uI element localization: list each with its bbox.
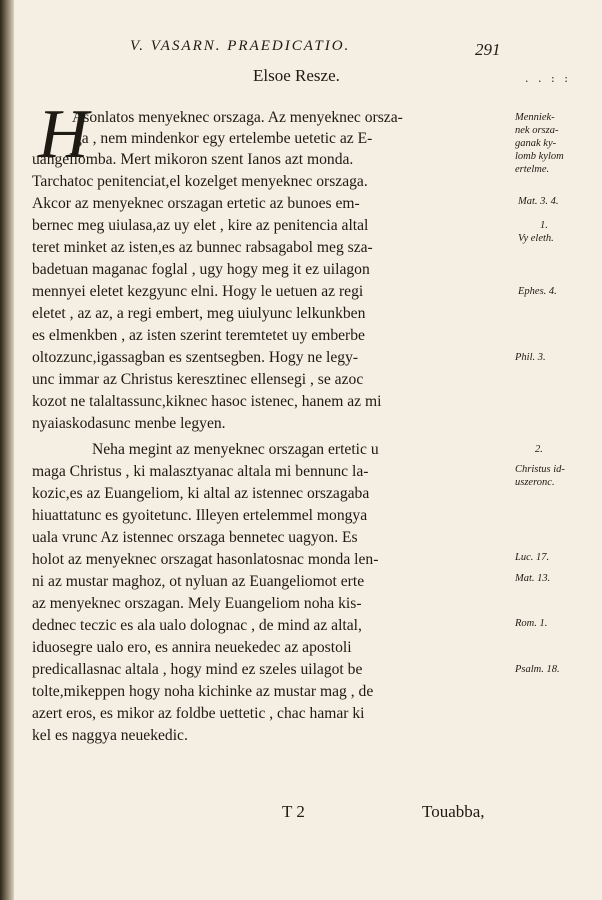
text-line: tolte,mikeppen hogy noha kichinke az mustar mag , de bbox=[32, 683, 374, 700]
page-number: 291 bbox=[475, 40, 501, 59]
margin-note: Psalm. 18. bbox=[515, 664, 560, 675]
text-line: ni az mustar maghoz, ot nyluan az Euangeliomot erte bbox=[32, 573, 365, 590]
text-line: bernec meg uiulasa,az uy elet , kire az penitencia altal bbox=[32, 217, 369, 234]
text-line: badetuan maganac foglal , ugy hogy meg it ez uilagon bbox=[32, 261, 370, 278]
text-line: uala vrunc Az istennec orszaga bennetec uagyon. Es bbox=[32, 529, 358, 546]
text-line: mennyei eletet kezgyunc elni. Hogy le uetuen az regi bbox=[32, 283, 364, 300]
text-line: teret minket az isten,es az bunnec rabsagabol meg sza- bbox=[32, 239, 373, 256]
margin-note: Ephes. 4. bbox=[518, 286, 557, 297]
text-line: eletet , az az, a regi embert, meg uiulyunc lelkunkben bbox=[32, 305, 366, 322]
margin-note: ganak ky- bbox=[515, 138, 557, 149]
margin-note: 1. bbox=[540, 220, 548, 231]
margin-note: Mat. 13. bbox=[515, 573, 551, 584]
margin-note: Rom. 1. bbox=[515, 618, 548, 629]
text-line: az menyeknec orszagan. Mely Euangeliom noha kis- bbox=[32, 595, 362, 612]
margin-note: Phil. 3. bbox=[515, 352, 546, 363]
text-line: Tarchatoc penitenciat,el kozelget menyeknec orszaga. bbox=[32, 173, 368, 190]
text-line: unc immar az Christus keresztinec ellensegi , se azoc bbox=[32, 371, 364, 388]
text-line: azert eros, es mikor az foldbe uettetic , chac hamar ki bbox=[32, 705, 365, 722]
margin-note: Vy eleth. bbox=[518, 233, 554, 244]
margin-note: lomb kylom bbox=[515, 151, 564, 162]
margin-note: uszeronc. bbox=[515, 477, 555, 488]
margin-note: Luc. 17. bbox=[515, 552, 550, 563]
text-line: uangeliomba. Mert mikoron szent Ianos azt monda. bbox=[32, 151, 354, 168]
ornament: . . : : bbox=[525, 72, 571, 85]
text-line: ga , nem mindenkor egy ertelembe uetetic az E- bbox=[74, 130, 373, 147]
text-line: dednec teczic es ala ualo dolognac , de mind az altal, bbox=[32, 617, 362, 634]
margin-note: Menniek- bbox=[515, 112, 555, 123]
text-line: holot az menyeknec orszagat hasonlatosnac monda len- bbox=[32, 551, 379, 568]
drop-cap-initial: H bbox=[38, 96, 89, 173]
text-line: kozot ne talaltassunc,kiknec hasoc istenec, hanem az mi bbox=[32, 393, 382, 410]
text-line: kozic,es az Euangeliom, ki altal az istennec orszagaba bbox=[32, 485, 370, 502]
text-line: predicallasnac altala , hogy mind ez szeles uilagot be bbox=[32, 661, 363, 678]
margin-note: Mat. 3. 4. bbox=[518, 196, 559, 207]
section-title: Elsoe Resze. bbox=[253, 66, 340, 85]
text-line: nyaiaskodasunc menbe legyen. bbox=[32, 415, 226, 432]
text-line: hiuattatunc es gyoitetunc. Illeyen ertelemmel mongya bbox=[32, 507, 368, 524]
text-line: Neha megint az menyeknec orszagan ertetic u bbox=[92, 441, 379, 458]
text-line: es elmenkben , az isten szerint teremtetet uy emberbe bbox=[32, 327, 365, 344]
text-line: Asonlatos menyeknec orszaga. Az menyeknec orsza- bbox=[72, 109, 403, 126]
running-title: V. VASARN. PRAEDICATIO. bbox=[130, 38, 351, 54]
text-line: kel es naggya neuekedic. bbox=[32, 727, 188, 744]
text-line: maga Christus , ki malasztyanac altala mi bennunc la- bbox=[32, 463, 369, 480]
margin-note: ertelme. bbox=[515, 164, 550, 175]
margin-note: Christus id- bbox=[515, 464, 565, 475]
text-line: Akcor az menyeknec orszagan ertetic az bunoes em- bbox=[32, 195, 360, 212]
margin-note: 2. bbox=[535, 444, 543, 455]
margin-note: nek orsza- bbox=[515, 125, 559, 136]
catchword: Touabba, bbox=[422, 802, 485, 821]
page-binding-shadow bbox=[0, 0, 14, 900]
text-line: oltozzunc,igassagban es szentsegben. Hogy ne legy- bbox=[32, 349, 359, 366]
text-line: iduosegre ualo ero, es annira neuekedec az apostoli bbox=[32, 639, 352, 656]
signature-mark: T 2 bbox=[282, 802, 305, 821]
